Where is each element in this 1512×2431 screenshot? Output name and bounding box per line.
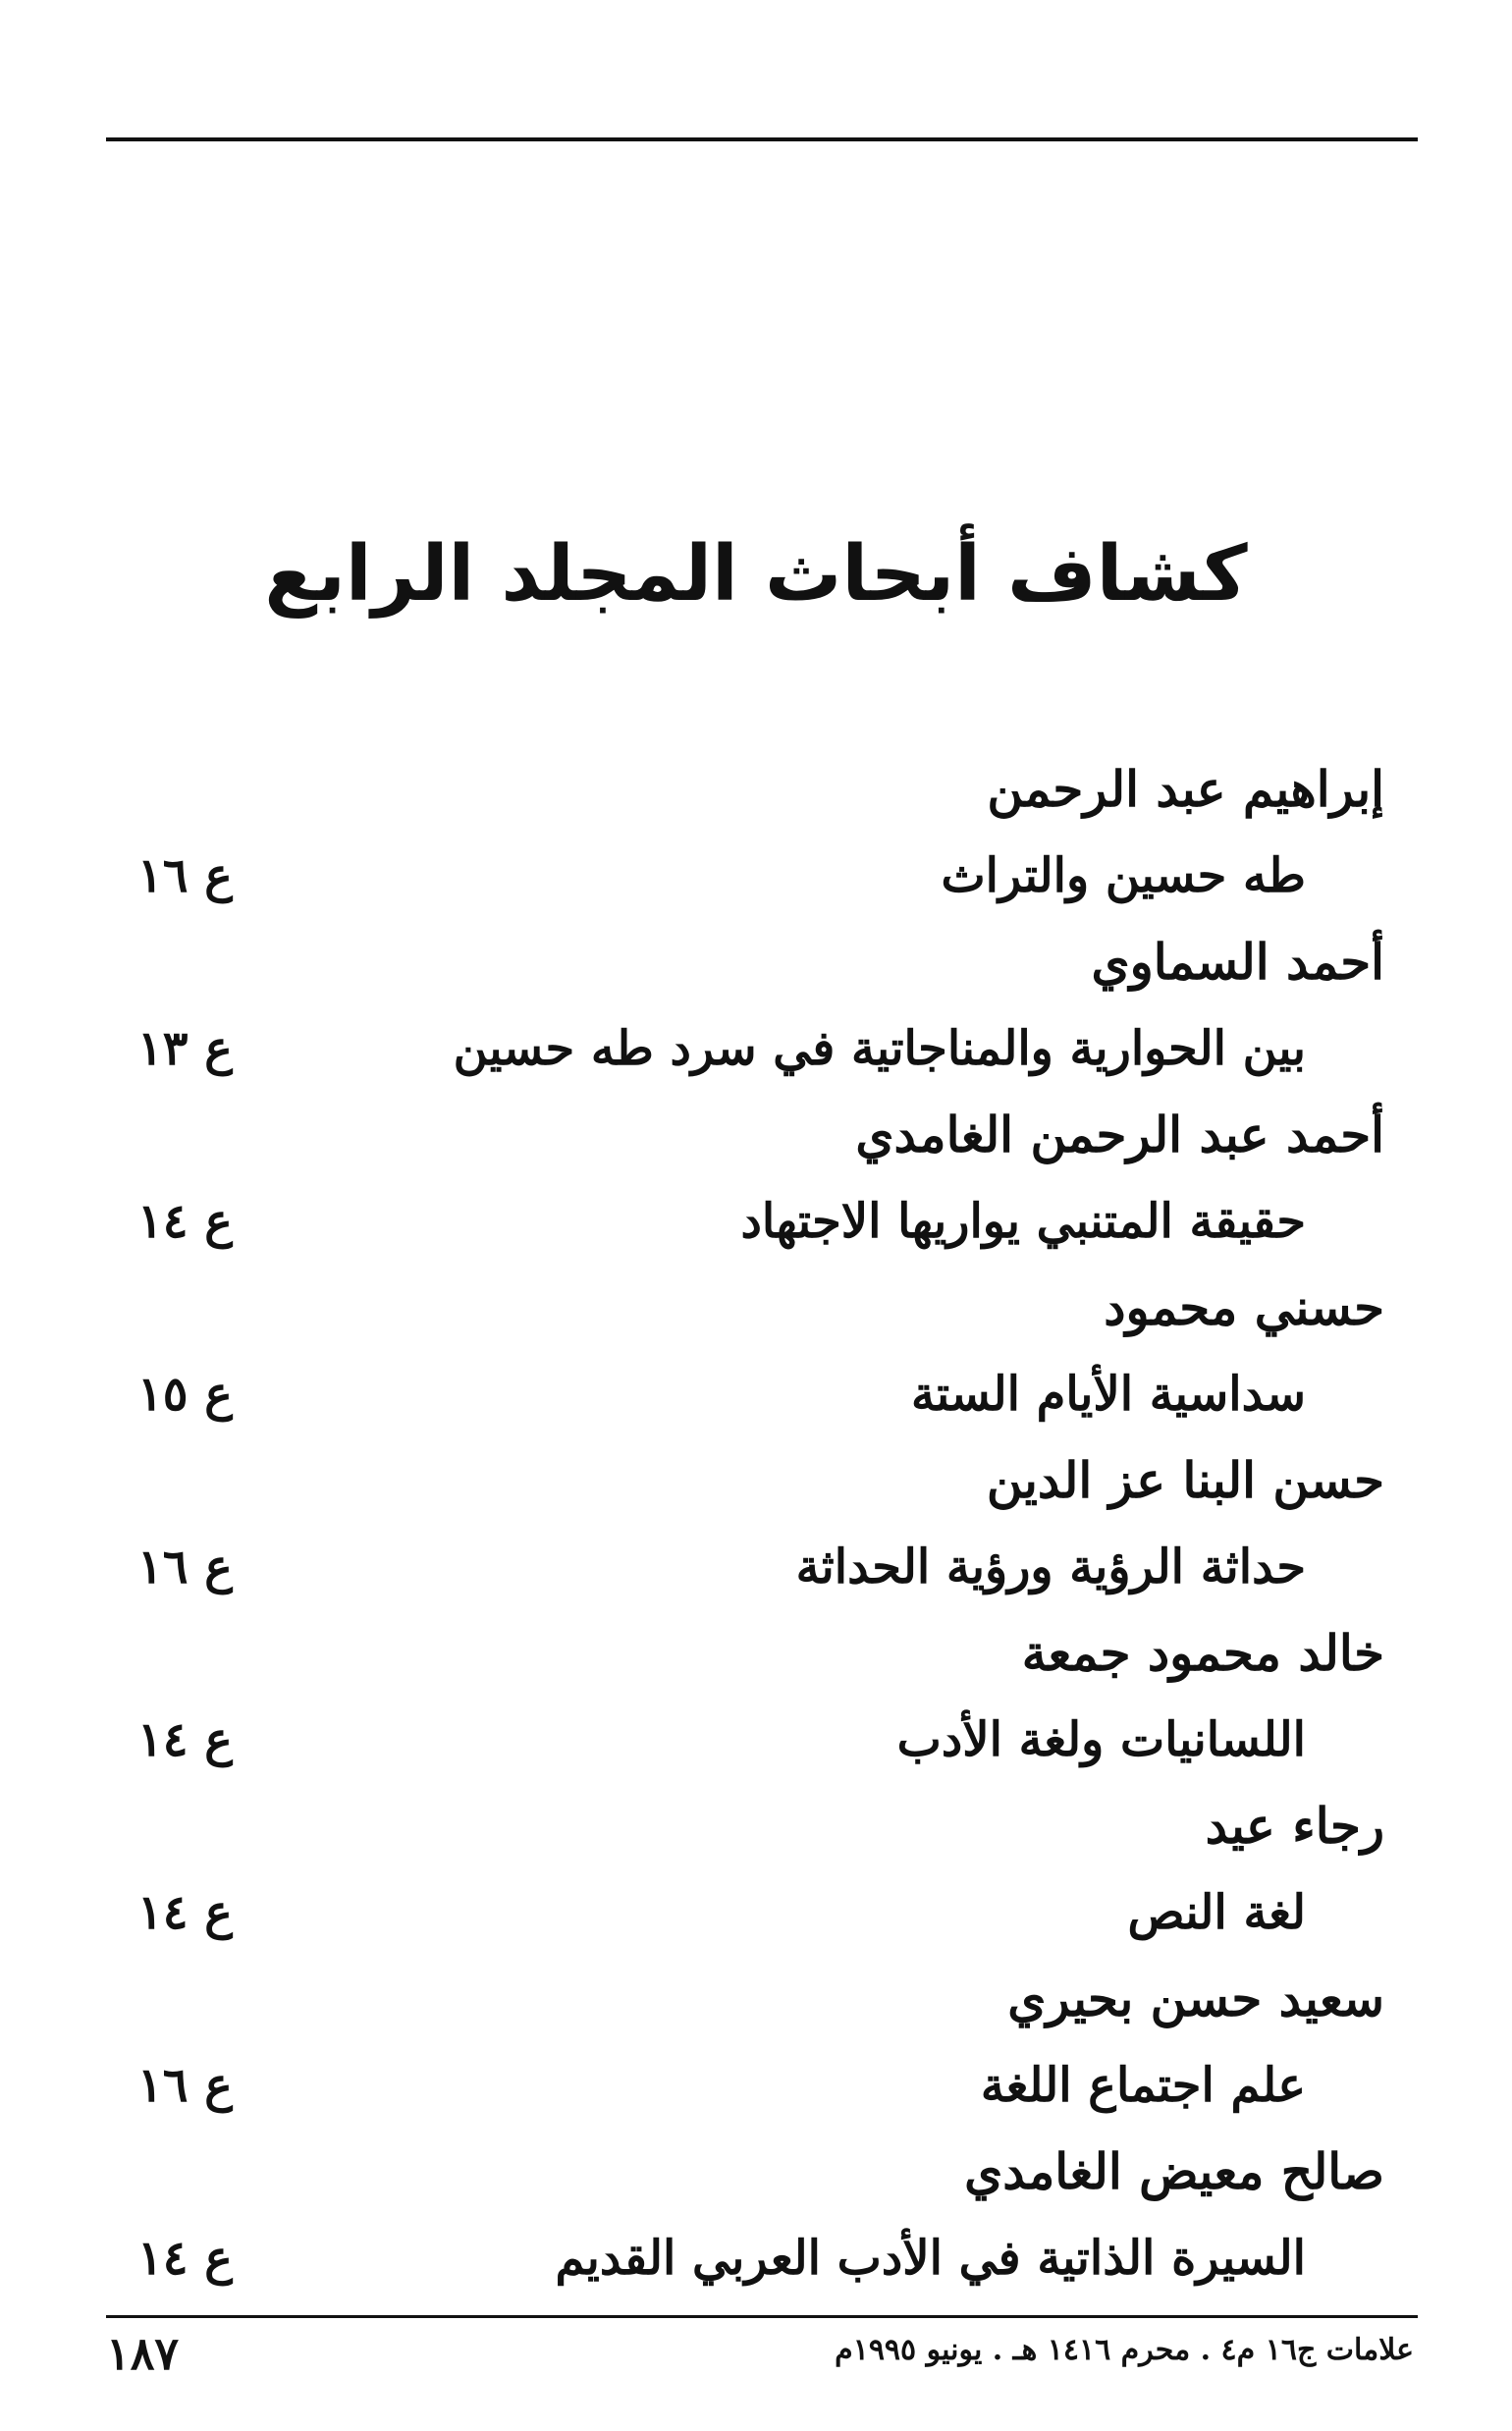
issue-number: ع ١٤	[137, 1885, 233, 1940]
article-row	[118, 2042, 1384, 2129]
article-row	[118, 1697, 1384, 1783]
author-name: أحمد عبد الرحمن الغامدي	[855, 1106, 1384, 1163]
author-name: أحمد السماوي	[1091, 933, 1384, 991]
author-name: رجاء عيد	[1205, 1797, 1384, 1855]
index-entry	[118, 1610, 1384, 1783]
author-name: خالد محمود جمعة	[1021, 1624, 1384, 1682]
issue-number: ع ١٤	[137, 1194, 233, 1249]
issue-number: ع ١٤	[137, 2231, 233, 2286]
article-row	[118, 1005, 1384, 1092]
article-row	[118, 1869, 1384, 1956]
issue-number: ع ١٥	[137, 1367, 233, 1422]
author-name: صالح معيض الغامدي	[964, 2142, 1384, 2200]
article-row	[118, 1178, 1384, 1265]
index-entry	[118, 1956, 1384, 2129]
page-title: كشاف أبحاث المجلد الرابع	[264, 530, 1248, 619]
issue-number: ع ١٣	[137, 1021, 233, 1076]
page-number: ١٨٧	[106, 2327, 180, 2380]
issue-number: ع ١٤	[137, 1712, 233, 1767]
author-name: حسني محمود	[1104, 1278, 1384, 1336]
issue-number: ع ١٦	[137, 1540, 233, 1594]
index-entry	[118, 2129, 1384, 2301]
top-rule	[106, 137, 1418, 141]
article-title: اللسانيات ولغة الأدب	[896, 1712, 1306, 1767]
article-title: علم اجتماع اللغة	[980, 2058, 1306, 2113]
index-entry	[118, 1783, 1384, 1956]
article-title: بين الحوارية والمناجاتية في سرد طه حسين	[453, 1021, 1306, 1076]
index-list	[118, 746, 1384, 2301]
index-entry	[118, 919, 1384, 1092]
author-name: حسن البنا عز الدين	[986, 1451, 1384, 1509]
author-name: إبراهيم عبد الرحمن	[987, 760, 1384, 818]
author-name: سعيد حسن بحيري	[1007, 1970, 1384, 2027]
article-row	[118, 833, 1384, 919]
issue-number: ع ١٦	[137, 848, 233, 903]
article-title: حقيقة المتنبي يواريها الاجتهاد	[740, 1194, 1306, 1249]
article-title: سداسية الأيام الستة	[910, 1367, 1306, 1422]
article-row	[118, 2215, 1384, 2301]
article-title: لغة النص	[1127, 1885, 1306, 1940]
article-title: حداثة الرؤية ورؤية الحداثة	[795, 1540, 1306, 1594]
index-entry	[118, 746, 1384, 919]
bottom-rule	[106, 2315, 1418, 2318]
article-title: طه حسين والتراث	[941, 848, 1306, 903]
index-entry	[118, 1265, 1384, 1437]
article-row	[118, 1524, 1384, 1610]
index-entry	[118, 1092, 1384, 1265]
footer-journal-info: علامات ج١٦ م٤ . محرم ١٤١٦ هـ . يونيو ١٩٩٥م	[835, 2333, 1414, 2367]
index-entry	[118, 1437, 1384, 1610]
issue-number: ع ١٦	[137, 2058, 233, 2113]
article-title: السيرة الذاتية في الأدب العربي القديم	[555, 2231, 1306, 2286]
article-row	[118, 1351, 1384, 1437]
